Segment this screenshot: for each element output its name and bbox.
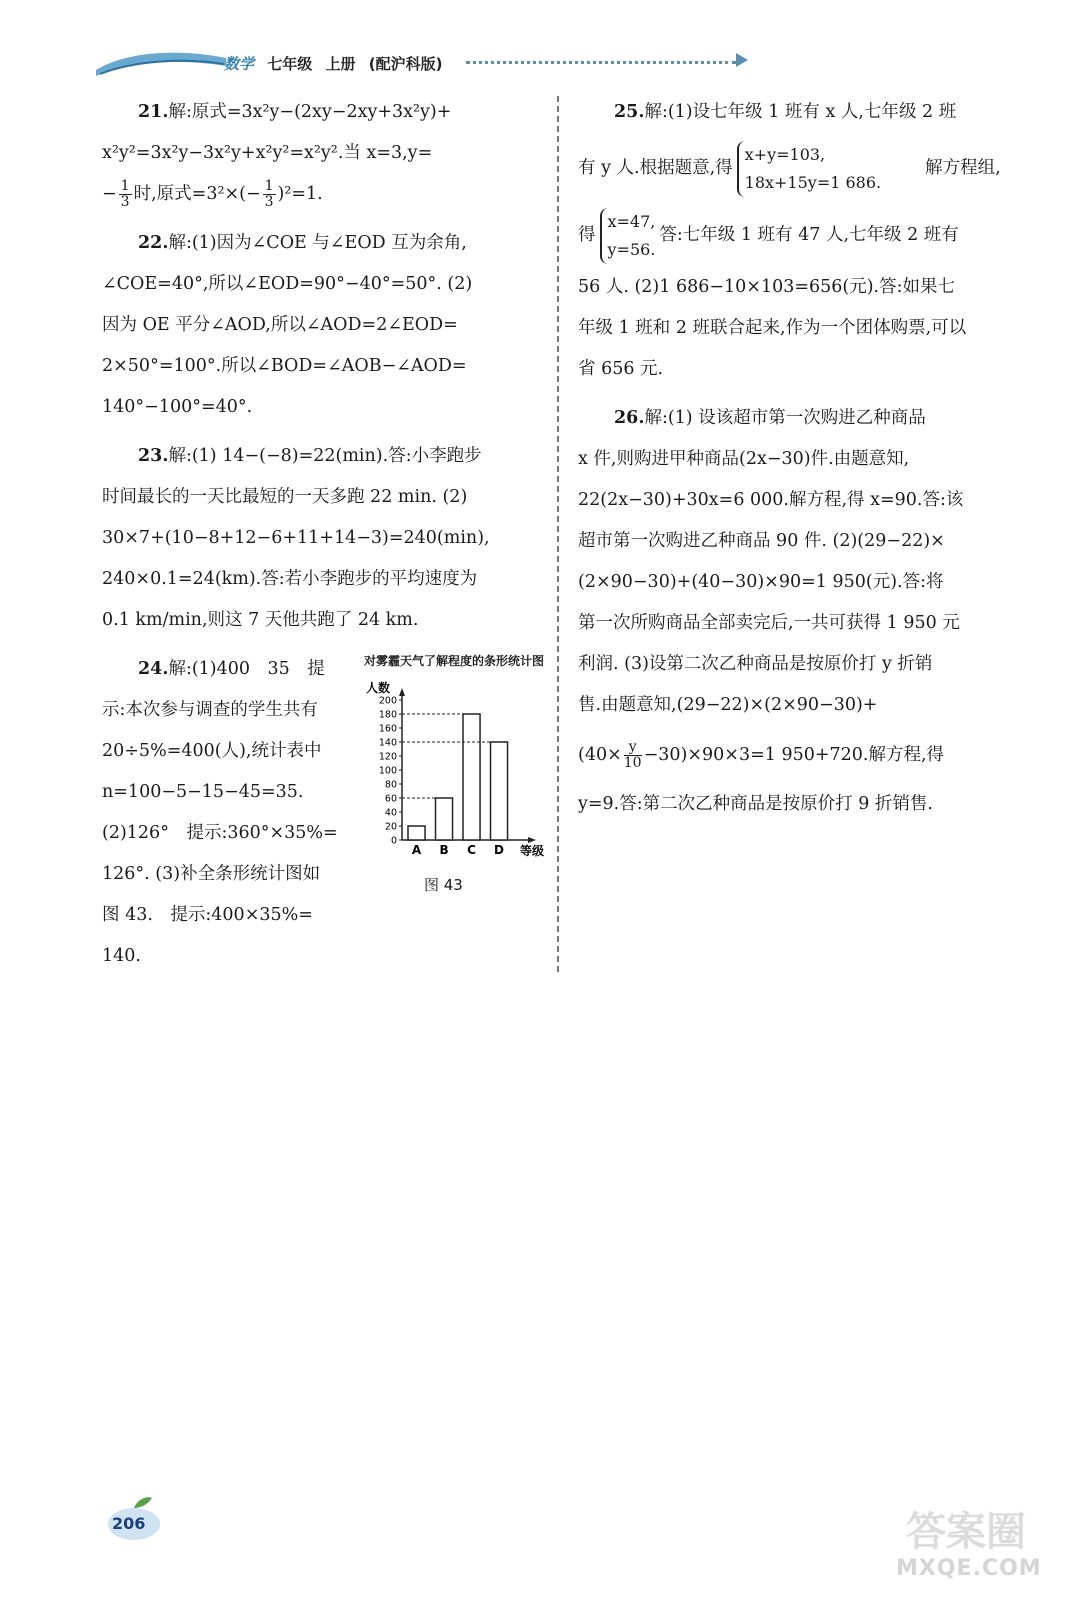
equation-system-1: x+y=103, 18x+15y=1 686. (737, 141, 881, 197)
answer-23-number: 23. (138, 446, 169, 466)
page-number-badge (104, 1492, 166, 1542)
chart-title: 对雾霾天气了解程度的条形统计图 (364, 654, 545, 668)
y-tick-label: 120 (378, 751, 397, 763)
bar-C (463, 714, 480, 840)
fraction-one-third: $\frac{1}{3}$ (120, 178, 130, 210)
answer-22-number: 22. (138, 233, 169, 253)
equation-system-2: x=47, y=56. (600, 208, 656, 264)
answer-21 (102, 92, 542, 215)
arrow-right-icon (736, 53, 748, 67)
right-column (578, 92, 1010, 825)
y-axis-label: 人数 (366, 681, 391, 695)
header-subject: 数学 (224, 55, 255, 73)
x-tick-label: D (494, 843, 505, 857)
answer-21-line-1: 解:原式=3x²y−(2xy−2xy+3x²y)+ (168, 102, 452, 122)
page-number: 206 (112, 1514, 146, 1533)
fraction-one-third-2: $\frac{1}{3}$ (264, 178, 274, 210)
answer-25-line-2: 有 y 人.根据题意,得 x+y=103, 18x+15y=1 686. 解方程组, (578, 133, 1010, 203)
left-column (102, 92, 545, 979)
page-header (96, 44, 756, 84)
answer-24: 24.解:(1)400 35 提 示:本次参与调查的学生共有 20÷5%=400(人),统计表中 n=100−5−15−45=35. (2)126° 提示:360°×35%= 126°. (3)补全条形统计图如 图 43. 提示:400×35%= 140. 对雾霾天气了解程度的条形统计图 人数 0 20 40 60 80 100 120 140 160 180 200 A B C D 等级 图 43 (102, 654, 545, 966)
x-tick-label: C (467, 843, 476, 857)
x-axis-label: 等级 (520, 844, 544, 858)
bar-chart-svg (364, 670, 544, 860)
answer-25-line-3: 得 x=47, y=56. 答:七年级 1 班有 47 人,七年级 2 班有 (578, 203, 1010, 267)
answer-21-number: 21. (138, 102, 169, 122)
y-axis-arrow (399, 688, 405, 696)
y-tick-label: 160 (378, 723, 397, 735)
y-tick-label: 200 (378, 695, 397, 707)
y-tick-label: 80 (384, 779, 397, 791)
watermark-text: MXQE.COM (896, 1556, 1042, 1581)
fraction-y-over-10: $\frac{y}{10}$ (623, 739, 642, 771)
header-grade: 七年级 (267, 55, 313, 73)
y-tick-label: 20 (384, 821, 397, 833)
answer-26: 26.解:(1) 设该超市第一次购进乙种商品 x 件,则购进甲种商品(2x−30)件.由题意知, 22(2x−30)+30x=6 000.解方程,得 x=90.答:该 超市第一次购进乙种商品 90 件. (2)(29−22)× (2×90−30)+(40−30)×90=1 950(元).答:将 第一次所购商品全部卖完后,一共可获得 1 950 元 利润. (3)设第二次乙种商品是按原价打 y 折销 售.由题意知,(29−22)×(2×90−30)+ (40× $\frac{y}{10}$ −30)×90×3=1 950+720.解方程,得 y=9.答:第二次乙种商品是按原价打 9 折销售. (578, 398, 1010, 825)
answer-23: 23.解:(1) 14−(−8)=22(min).答:小李跑步 时间最长的一天比最短的一天多跑 22 min. (2) 30×7+(10−8+12−6+11+14−3)=240(min), 240×0.1=24(km).答:若小李跑步的平均速度为 0.1 km/min,则这 7 天他共跑了 24 km. (102, 446, 490, 630)
column-divider (557, 96, 559, 972)
x-tick-label: A (411, 843, 422, 857)
bar-D (491, 742, 508, 840)
bar-B (436, 798, 453, 840)
answer-26-number: 26. (614, 408, 645, 428)
y-tick-label: 180 (378, 709, 397, 721)
y-tick-label: 60 (384, 793, 397, 805)
answer-24-number: 24. (138, 659, 169, 679)
figure-label: 图 43 (424, 876, 463, 894)
answer-22: 22.解:(1)因为∠COE 与∠EOD 互为余角, ∠COE=40°,所以∠EOD=90°−40°=50°. (2) 因为 OE 平分∠AOD,所以∠AOD=2∠EOD= 2×50°=100°.所以∠BOD=∠AOB−∠AOD= 140°−100°=40°. (102, 233, 473, 417)
header-title (224, 53, 442, 74)
y-tick-label: 0 (390, 835, 397, 847)
answer-21-line-3: − $\frac{1}{3}$ 时,原式=3²×(− $\frac{1}{3}$ )²=1. (102, 178, 323, 210)
header-edition: (配沪科版) (368, 55, 443, 73)
answer-25-number: 25. (614, 102, 645, 122)
y-tick-label: 40 (384, 807, 397, 819)
x-axis-arrow (528, 837, 536, 843)
x-tick-label: B (439, 843, 449, 857)
answer-21-line-2: x²y²=3x²y−3x²y+x²y²=x²y².当 x=3,y= (102, 143, 433, 163)
bar-chart (364, 653, 544, 909)
y-tick-label: 140 (378, 737, 397, 749)
header-swoosh-decoration (96, 44, 226, 82)
header-dotted-line (466, 61, 736, 64)
answer-26-line-9: (40× $\frac{y}{10}$ −30)×90×3=1 950+720.解方程,得 (578, 739, 945, 771)
y-tick-label: 100 (378, 765, 397, 777)
header-volume: 上册 (325, 55, 356, 73)
bar-A (408, 826, 425, 840)
watermark-glyph: 答案圈 (906, 1509, 1026, 1555)
answer-25: 25.解:(1)设七年级 1 班有 x 人,七年级 2 班 有 y 人.根据题意,得 x+y=103, 18x+15y=1 686. 解方程组, 得 x=47, y=56. 答:七年级 1 班有 47 人,七年级 2 班有 56 人. (2)1 686−10×103=656(元).答:如果七 年级 1 班和 2 班联合起来,作为一个团体购票,可以 省 656 元. (578, 92, 1010, 390)
watermark-logo (896, 1500, 1066, 1590)
